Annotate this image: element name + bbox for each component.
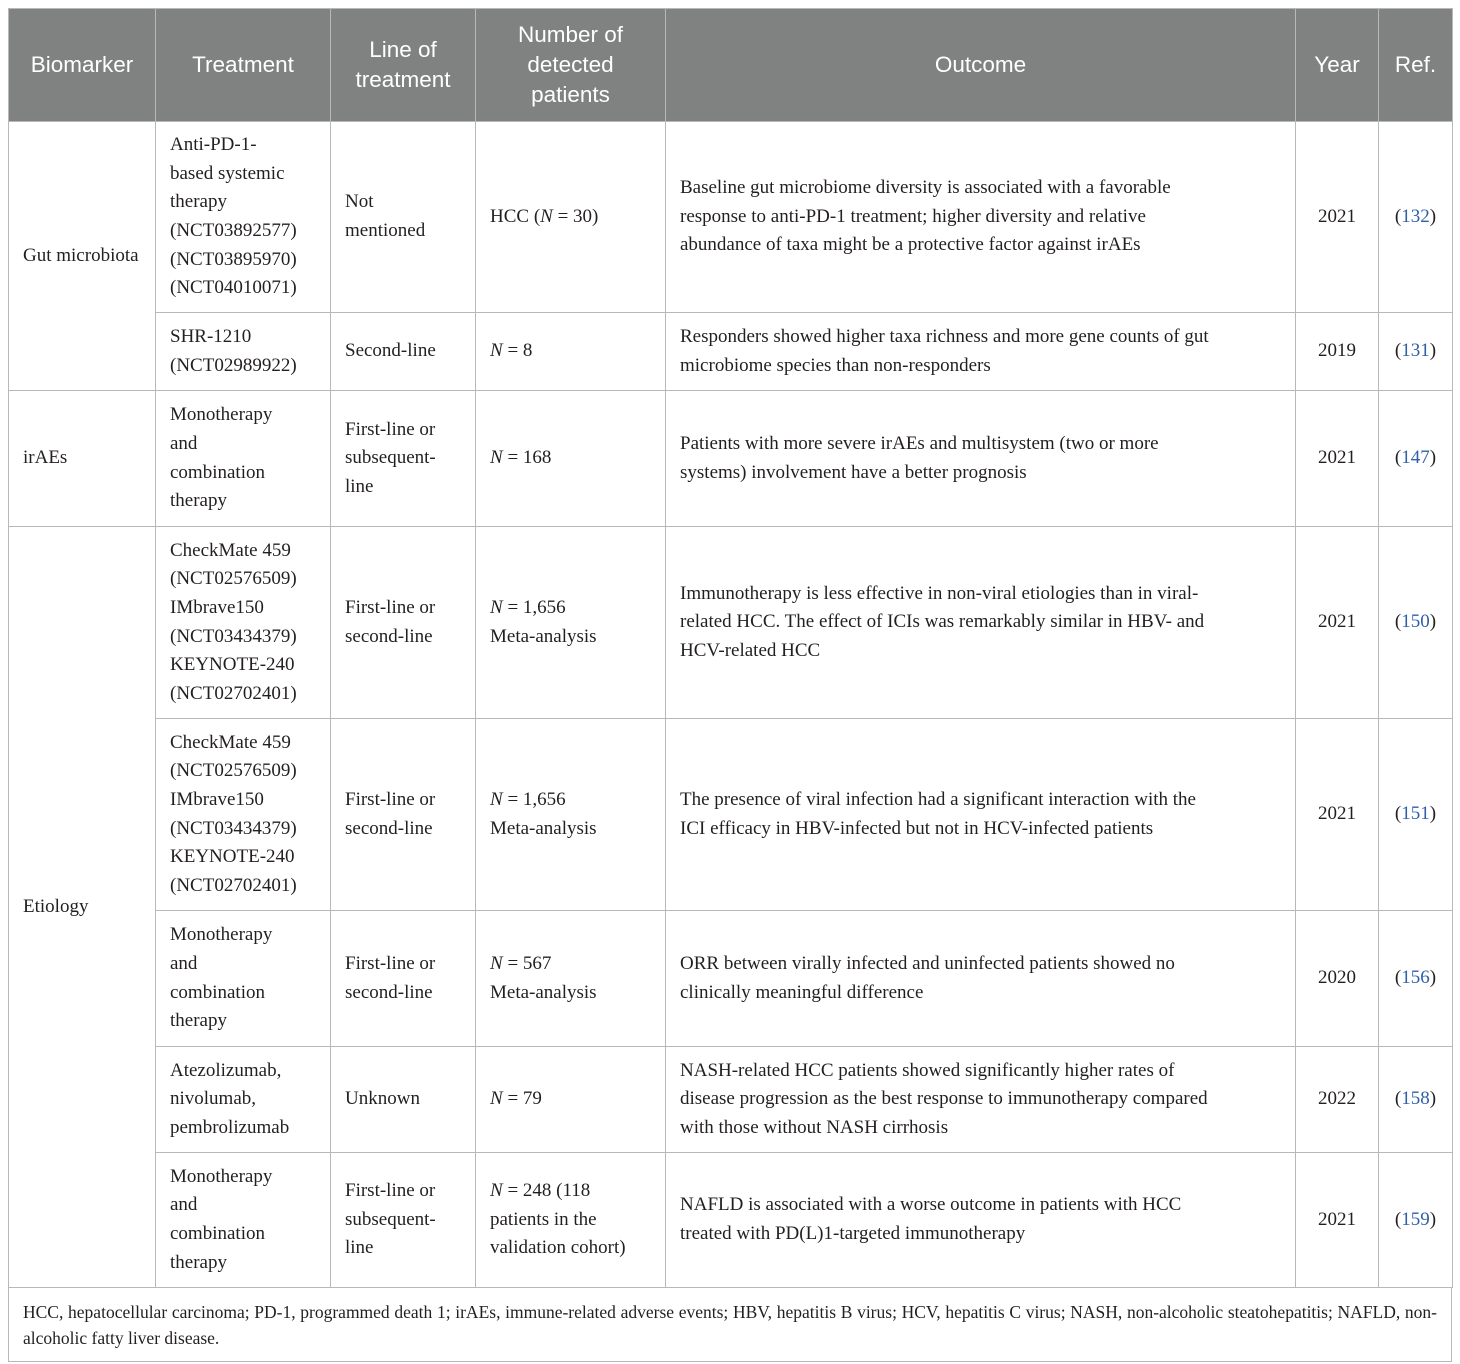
header-year: Year (1296, 9, 1379, 122)
year-cell: 2019 (1296, 313, 1379, 391)
ref-cell (1379, 391, 1453, 527)
cell-line: mentioned (345, 220, 426, 241)
table-row (9, 1047, 1453, 1153)
cell-line: KEYNOTE-240 (170, 654, 295, 676)
cell-line: IMbrave150 (170, 596, 264, 618)
ref-cell (1379, 1047, 1453, 1153)
reference-link[interactable]: 158 (1401, 1088, 1430, 1110)
year-cell: 2021 (1296, 122, 1379, 313)
cell-line: patients in the (490, 1208, 597, 1230)
cell-line: line (345, 1237, 374, 1259)
line-cell (331, 313, 476, 391)
biomarker-cell: Etiology (9, 527, 156, 1288)
header-biomarker: Biomarker (9, 9, 156, 122)
patients-cell (476, 1153, 666, 1288)
cell-line: First-line or (345, 952, 436, 974)
cell-line: Meta-analysis (490, 981, 597, 1003)
ref-paren: ( (1394, 1208, 1402, 1230)
header-line-part: Number of (517, 22, 624, 47)
biomarker-cell: irAEs (9, 391, 156, 527)
outcome-cell (666, 313, 1296, 391)
cell-line: line (345, 475, 374, 497)
cell-line: subsequent- (345, 447, 436, 469)
reference-link[interactable]: 147 (1401, 447, 1430, 469)
ref-paren: ( (1394, 803, 1402, 825)
line-cell (331, 527, 476, 719)
cell-line: (NCT02702401) (170, 682, 297, 704)
cell-line: second-line (345, 625, 433, 647)
cell-line: therapy (170, 1010, 227, 1032)
table-row (9, 1153, 1453, 1288)
cell-line: response to anti-PD-1 treatment; higher diversity and relative (680, 205, 1146, 227)
cell-line: related HCC. The effect of ICIs was remarkably similar in HBV- and (680, 611, 1205, 633)
cell-line: First-line or (345, 596, 436, 618)
header-line-of-treatment (331, 9, 476, 122)
reference-link[interactable]: 131 (1401, 340, 1430, 362)
cell-line: Second-line (345, 340, 436, 362)
cell-line: (NCT03895970) (170, 248, 297, 270)
table-container (8, 8, 1452, 1362)
cell-line: N = 8 (490, 340, 533, 362)
table-row (9, 527, 1453, 719)
cell-line: SHR-1210 (170, 325, 252, 347)
ref-cell (1379, 527, 1453, 719)
cell-line: Atezolizumab, (170, 1059, 282, 1081)
patients-cell (476, 1047, 666, 1153)
ref-paren: ( (1394, 205, 1402, 227)
reference-link[interactable]: 132 (1401, 205, 1430, 227)
patients-cell (476, 313, 666, 391)
table-row (9, 911, 1453, 1047)
outcome-cell (666, 1153, 1296, 1288)
header-treatment: Treatment (156, 9, 331, 122)
ref-cell (1379, 911, 1453, 1047)
table-footnote: HCC, hepatocellular carcinoma; PD-1, programmed death 1; irAEs, immune-related adverse events; HBV, hepatitis B virus; HCV, hepatitis C virus; NASH, non-alcoholic steatohepatitis; NAFLD, non-alcoholic fatty liver disease. (8, 1288, 1452, 1362)
cell-line: (NCT02989922) (170, 354, 297, 376)
reference-link[interactable]: 156 (1401, 967, 1430, 989)
cell-line: HCC (N = 30) (490, 205, 599, 227)
cell-line: Responders showed higher taxa richness and more gene counts of gut (680, 325, 1209, 347)
cell-line: nivolumab, (170, 1088, 257, 1110)
cell-line: N = 168 (490, 447, 552, 469)
cell-line: and (170, 432, 198, 454)
cell-line: therapy (170, 490, 227, 512)
header-line-part: detected (527, 52, 614, 77)
outcome-cell (666, 719, 1296, 911)
cell-line: CheckMate 459 (170, 539, 291, 561)
cell-line: therapy (170, 1251, 227, 1273)
cell-line: The presence of viral infection had a significant interaction with the (680, 788, 1196, 810)
reference-link[interactable]: 159 (1401, 1208, 1430, 1230)
cell-line: Unknown (345, 1088, 420, 1110)
patients-cell (476, 719, 666, 911)
cell-line: N = 79 (490, 1088, 542, 1110)
cell-line: Monotherapy (170, 1165, 273, 1187)
cell-line: (NCT02576509) (170, 760, 297, 782)
outcome-cell (666, 1047, 1296, 1153)
header-line-part: patients (531, 82, 610, 107)
treatment-cell (156, 1153, 331, 1288)
ref-paren: ) (1429, 611, 1437, 633)
cell-line: Monotherapy (170, 404, 273, 426)
ref-cell (1379, 313, 1453, 391)
line-cell (331, 122, 476, 313)
year-cell: 2021 (1296, 391, 1379, 527)
cell-line: (NCT03434379) (170, 817, 297, 839)
cell-line: (NCT02576509) (170, 568, 297, 590)
cell-line: with those without NASH cirrhosis (680, 1116, 949, 1138)
cell-line: disease progression as the best response to immunotherapy compared (680, 1088, 1208, 1110)
ref-paren: ) (1429, 205, 1437, 227)
cell-line: treated with PD(L)1-targeted immunotherapy (680, 1223, 1026, 1244)
cell-line: N = 1,656 (490, 596, 566, 618)
cell-line: combination (170, 1223, 265, 1244)
year-cell: 2021 (1296, 1153, 1379, 1288)
ref-paren: ) (1429, 803, 1437, 825)
ref-paren: ( (1394, 1088, 1402, 1110)
ref-paren: ) (1429, 1208, 1437, 1230)
patients-cell (476, 122, 666, 313)
cell-line: CheckMate 459 (170, 731, 291, 753)
cell-line: Meta-analysis (490, 817, 597, 839)
cell-line: combination (170, 981, 265, 1003)
outcome-cell (666, 911, 1296, 1047)
cell-line: KEYNOTE-240 (170, 846, 295, 868)
reference-link[interactable]: 150 (1401, 611, 1430, 633)
header-outcome: Outcome (666, 9, 1296, 122)
table-row (9, 122, 1453, 313)
cell-line: Immunotherapy is less effective in non-viral etiologies than in viral- (680, 582, 1199, 604)
biomarker-cell: Gut microbiota (9, 122, 156, 391)
ref-paren: ( (1394, 447, 1402, 469)
cell-line: (NCT03892577) (170, 220, 297, 241)
treatment-cell (156, 391, 331, 527)
cell-line: (NCT04010071) (170, 277, 297, 299)
cell-line: First-line or (345, 788, 436, 810)
ref-paren: ) (1429, 1088, 1437, 1110)
cell-line: Meta-analysis (490, 625, 597, 647)
line-cell (331, 1047, 476, 1153)
patients-cell (476, 911, 666, 1047)
cell-line: Anti-PD-1- (170, 134, 257, 156)
cell-line: clinically meaningful difference (680, 981, 924, 1003)
line-cell (331, 1153, 476, 1288)
cell-line: N = 567 (490, 952, 552, 974)
line-cell (331, 391, 476, 527)
cell-line: HCV-related HCC (680, 639, 821, 661)
outcome-cell (666, 391, 1296, 527)
year-cell: 2021 (1296, 719, 1379, 911)
ref-paren: ) (1429, 340, 1437, 362)
cell-line: First-line or (345, 418, 436, 440)
cell-line: (NCT02702401) (170, 874, 297, 896)
patients-cell (476, 527, 666, 719)
ref-cell (1379, 1153, 1453, 1288)
table-row (9, 719, 1453, 911)
year-cell: 2020 (1296, 911, 1379, 1047)
cell-line: validation cohort) (490, 1237, 626, 1259)
treatment-cell (156, 719, 331, 911)
header-row (9, 9, 1453, 122)
table-row (9, 313, 1453, 391)
header-line-part: treatment (355, 67, 451, 92)
header-number-detected (476, 9, 666, 122)
line-cell (331, 911, 476, 1047)
cell-line: combination (170, 461, 265, 483)
treatment-cell (156, 122, 331, 313)
table-body (9, 122, 1453, 1288)
ref-paren: ( (1394, 340, 1402, 362)
cell-line: microbiome species than non-responders (680, 354, 991, 376)
cell-line: subsequent- (345, 1208, 436, 1230)
cell-line: IMbrave150 (170, 788, 264, 810)
header-line-part: Line of (369, 37, 437, 62)
cell-line: Baseline gut microbiome diversity is associated with a favorable (680, 177, 1171, 199)
ref-paren: ) (1429, 447, 1437, 469)
cell-line: Patients with more severe irAEs and multisystem (two or more (680, 432, 1159, 454)
cell-line: and (170, 1194, 198, 1216)
cell-line: and (170, 952, 198, 974)
patients-cell (476, 391, 666, 527)
cell-line: (NCT03434379) (170, 625, 297, 647)
cell-line: pembrolizumab (170, 1116, 290, 1138)
cell-line: abundance of taxa might be a protective factor against irAEs (680, 234, 1141, 256)
table-row (9, 391, 1453, 527)
header-ref: Ref. (1379, 9, 1453, 122)
ref-paren: ( (1394, 611, 1402, 633)
cell-line: ORR between virally infected and uninfected patients showed no (680, 952, 1175, 974)
cell-line: ICI efficacy in HBV-infected but not in HCV-infected patients (680, 817, 1154, 839)
ref-cell (1379, 122, 1453, 313)
cell-line: NAFLD is associated with a worse outcome in patients with HCC (680, 1194, 1182, 1216)
cell-line: NASH-related HCC patients showed significantly higher rates of (680, 1059, 1175, 1081)
treatment-cell (156, 527, 331, 719)
year-cell: 2021 (1296, 527, 1379, 719)
reference-link[interactable]: 151 (1401, 803, 1430, 825)
treatment-cell (156, 1047, 331, 1153)
cell-line: N = 248 (118 (490, 1180, 591, 1202)
biomarker-table (8, 8, 1453, 1288)
ref-paren: ) (1429, 967, 1437, 989)
cell-line: N = 1,656 (490, 788, 566, 810)
outcome-cell (666, 122, 1296, 313)
treatment-cell (156, 911, 331, 1047)
ref-paren: ( (1394, 967, 1402, 989)
year-cell: 2022 (1296, 1047, 1379, 1153)
cell-line: second-line (345, 981, 433, 1003)
line-cell (331, 719, 476, 911)
cell-line: second-line (345, 817, 433, 839)
outcome-cell (666, 527, 1296, 719)
treatment-cell (156, 313, 331, 391)
cell-line: First-line or (345, 1180, 436, 1202)
cell-line: Monotherapy (170, 924, 273, 946)
cell-line: therapy (170, 191, 227, 213)
cell-line: based systemic (170, 162, 285, 184)
ref-cell (1379, 719, 1453, 911)
cell-line: systems) involvement have a better prognosis (680, 461, 1027, 483)
cell-line: Not (345, 191, 374, 213)
